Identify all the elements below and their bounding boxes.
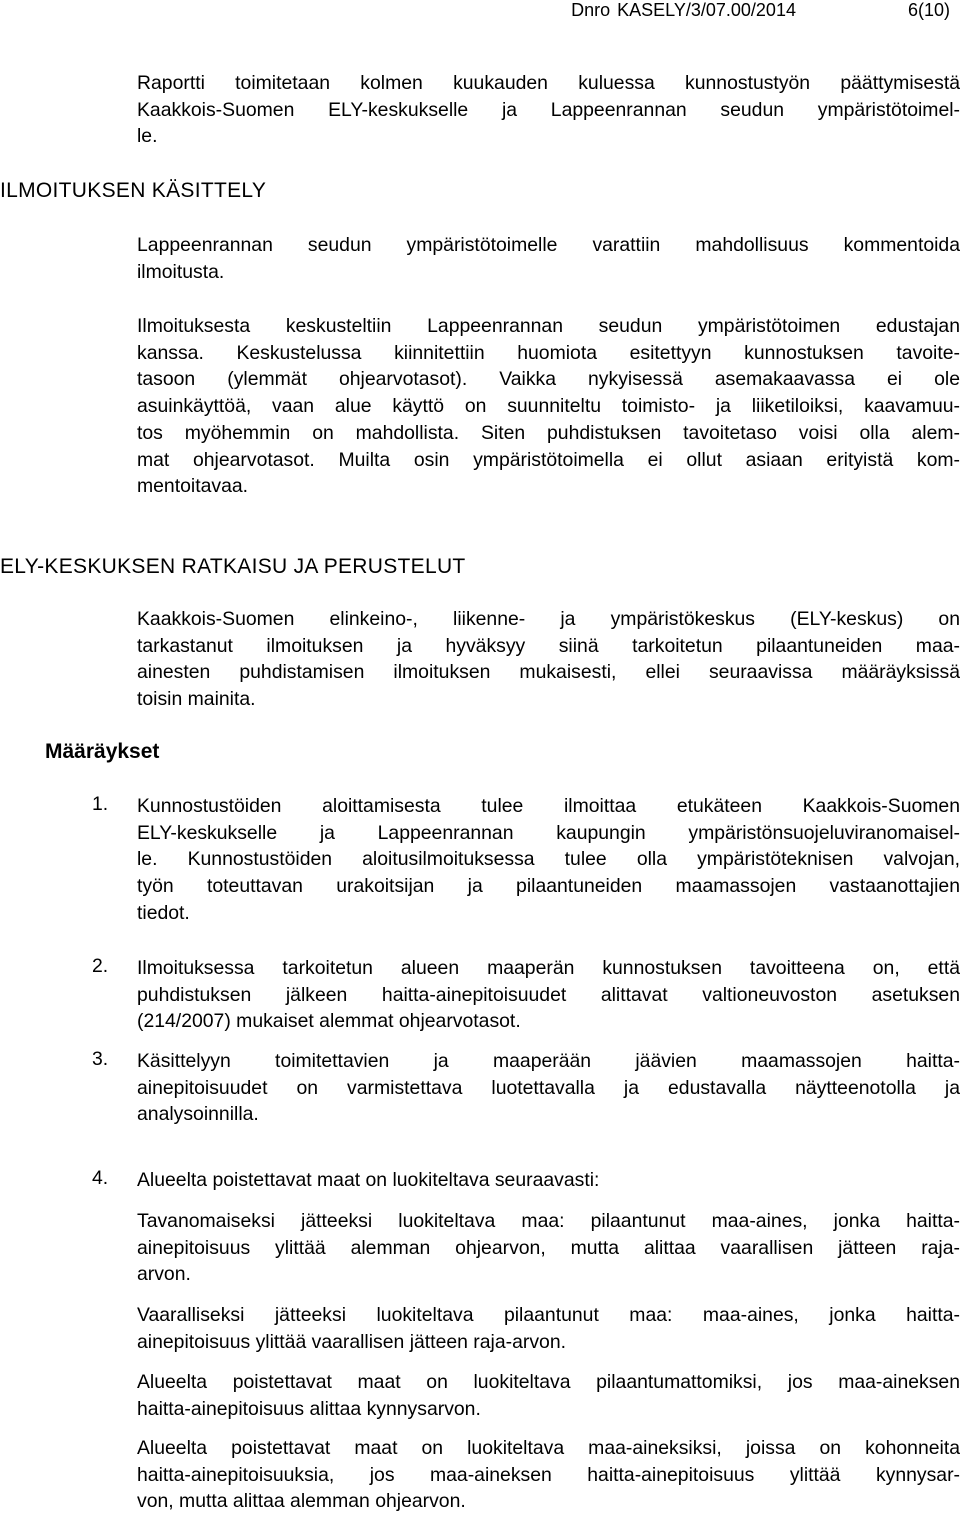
discussion-paragraph xyxy=(137,313,960,500)
section-heading-ely-ratkaisu: ELY-KESKUKSEN RATKAISU JA PERUSTELUT xyxy=(0,555,466,578)
text-line: mat ohjearvotasot. Muilta osin ympäristötoimella ei ollut asiaan erityistä kom- xyxy=(137,448,960,471)
text-line: haitta-ainepitoisuuksia, jos maa-aineksen haitta-ainepitoisuus ylittää kynnysar- xyxy=(137,1463,960,1486)
classification-paragraph xyxy=(137,1302,960,1355)
text-line: kanssa. Keskustelussa kiinnitettiin huomiota esitettyyn kunnostuksen tavoite- xyxy=(137,341,960,364)
report-paragraph xyxy=(137,70,960,150)
text-line: analysoinnilla. xyxy=(137,1103,259,1126)
text-line: arvon. xyxy=(137,1263,191,1286)
text-line: ELY-keskukselle ja Lappeenrannan kaupungin ympäristönsuojeluviranomaisel- xyxy=(137,821,960,844)
comment-paragraph xyxy=(137,232,960,285)
text-line: (214/2007) mukaiset alemmat ohjearvotasot. xyxy=(137,1010,521,1033)
text-line: Alueelta poistettavat maat on luokiteltava pilaantumattomiksi, jos maa-aineksen xyxy=(137,1371,960,1393)
text-line: ainepitoisuus ylittää alemman ohjearvon, mutta alittaa vaarallisen jätteen raja- xyxy=(137,1236,960,1259)
text-line: Alueelta poistettavat maat on luokiteltava seuraavasti: xyxy=(137,1169,600,1191)
list-item xyxy=(137,793,960,927)
list-item xyxy=(137,1167,960,1194)
text-line: puhdistuksen jälkeen haitta-ainepitoisuudet alittavat valtioneuvoston asetuksen xyxy=(137,983,960,1006)
text-line: ainesten puhdistamisen ilmoituksen mukaisesti, ellei seuraavissa määräyksissä xyxy=(137,661,960,684)
text-line: Kaakkois-Suomen ELY-keskukselle ja Lappeenrannan seudun ympäristötoimel- xyxy=(137,98,960,121)
text-line: Ilmoituksesta keskusteltiin Lappeenrannan seudun ympäristötoimen edustajan xyxy=(137,315,960,337)
text-line: ilmoitusta. xyxy=(137,260,225,283)
text-line: toisin mainita. xyxy=(137,688,256,711)
section-heading-ilmoituksen-kasittely: ILMOITUKSEN KÄSITTELY xyxy=(0,179,267,202)
classification-paragraph xyxy=(137,1369,960,1422)
subheading-maaraykset: Määräykset xyxy=(45,740,160,763)
item-number: 2. xyxy=(92,955,109,977)
text-line: Raportti toimitetaan kolmen kuukauden kuluessa kunnostustyön päättymisestä xyxy=(137,72,960,94)
text-line: Kaakkois-Suomen elinkeino-, liikenne- ja ympäristökeskus (ELY-keskus) on xyxy=(137,608,960,630)
decision-paragraph xyxy=(137,606,960,713)
text-line: Kunnostustöiden aloittamisesta tulee ilmoittaa etukäteen Kaakkois-Suomen xyxy=(137,795,960,817)
text-line: le. Kunnostustöiden aloitusilmoituksessa tulee olla ympäristöteknisen valvojan, xyxy=(137,848,960,871)
page-number: 6(10) xyxy=(907,0,950,20)
text-line: Ilmoituksessa tarkoitetun alueen maaperän kunnostuksen tavoitteena on, että xyxy=(137,957,960,979)
text-line: le. xyxy=(137,125,158,148)
classification-paragraph xyxy=(137,1435,960,1515)
item-number: 3. xyxy=(92,1048,109,1070)
text-line: tarkastanut ilmoituksen ja hyväksyy siinä tarkoitetun pilaantuneiden maa- xyxy=(137,634,960,657)
list-item xyxy=(137,955,960,1035)
text-line: Alueelta poistettavat maat on luokiteltava maa-aineksiksi, joissa on kohonneita xyxy=(137,1437,960,1459)
text-line: työn toteuttavan urakoitsijan ja pilaantuneiden maamassojen vastaanottajien xyxy=(137,875,960,898)
item-number: 1. xyxy=(92,793,109,815)
text-line: von, mutta alittaa alemman ohjearvon. xyxy=(137,1490,466,1513)
text-line: tos myöhemmin on mahdollista. Siten puhdistuksen tavoitetaso voisi olla alem- xyxy=(137,421,960,444)
page-header xyxy=(571,0,950,21)
classification-paragraph xyxy=(137,1208,960,1288)
text-line: Lappeenrannan seudun ympäristötoimelle varattiin mahdollisuus kommentoida xyxy=(137,234,960,256)
text-line: ainepitoisuudet on varmistettava luotettavalla ja edustavalla näytteenotolla ja xyxy=(137,1076,960,1099)
item-number: 4. xyxy=(92,1167,109,1189)
text-line: Vaaralliseksi jätteeksi luokiteltava pilaantunut maa: maa-aines, jonka haitta- xyxy=(137,1304,960,1326)
text-line: Tavanomaiseksi jätteeksi luokiteltava maa: pilaantunut maa-aines, jonka haitta- xyxy=(137,1210,960,1232)
text-line: tiedot. xyxy=(137,901,190,924)
text-line: haitta-ainepitoisuus alittaa kynnysarvon. xyxy=(137,1397,481,1420)
text-line: mentoitavaa. xyxy=(137,475,249,498)
list-item xyxy=(137,1048,960,1128)
text-line: asuinkäyttöä, vaan alue käyttö on suunniteltu toimisto- ja liiketiloiksi, kaavamuu- xyxy=(137,395,960,418)
text-line: Käsittelyyn toimitettavien ja maaperään jäävien maamassojen haitta- xyxy=(137,1050,960,1072)
text-line: tasoon (ylemmät ohjearvotasot). Vaikka nykyisessä asemakaavassa ei ole xyxy=(137,368,960,391)
text-line: ainepitoisuus ylittää vaarallisen jätteen raja-arvon. xyxy=(137,1330,566,1353)
document-number: Dnro KASELY/3/07.00/2014 xyxy=(571,0,796,20)
